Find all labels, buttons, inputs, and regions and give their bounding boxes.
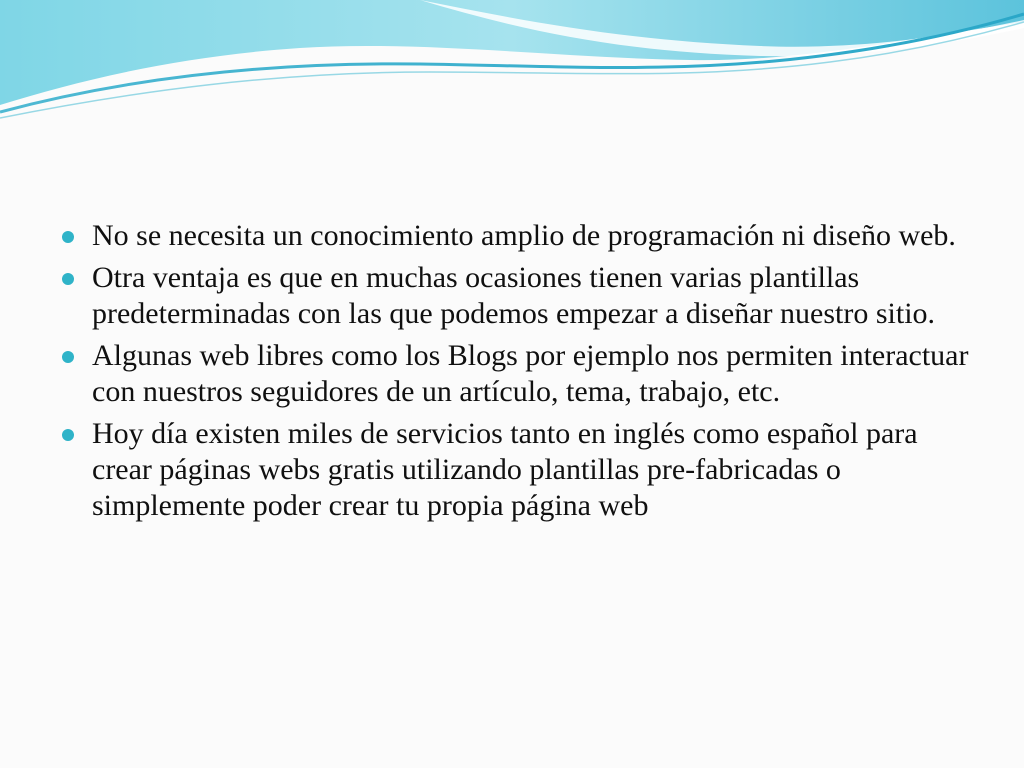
bullet-item	[60, 218, 980, 254]
bullet-dot-icon	[62, 351, 74, 363]
bullet-item	[60, 416, 980, 524]
bullet-dot-icon	[62, 429, 74, 441]
bullet-text: Otra ventaja es que en muchas ocasiones tienen varias plantillas predeterminadas con las que podemos empezar a diseñar nuestro sitio.	[92, 261, 936, 330]
header-wave-decoration	[0, 0, 1024, 130]
bullet-item	[60, 260, 980, 332]
bullet-text: Hoy día existen miles de servicios tanto en inglés como español para crear páginas webs gratis utilizando plantillas pre-fabricadas o simplemente poder crear tu propia página web	[92, 417, 918, 522]
bullet-text: No se necesita un conocimiento amplio de programación ni diseño web.	[92, 219, 956, 252]
bullet-dot-icon	[62, 273, 74, 285]
bullet-item	[60, 338, 980, 410]
bullet-text: Algunas web libres como los Blogs por ejemplo nos permiten interactuar con nuestros seguidores de un artículo, tema, trabajo, etc.	[92, 339, 969, 408]
bullet-dot-icon	[62, 231, 74, 243]
bullet-list	[60, 218, 980, 530]
